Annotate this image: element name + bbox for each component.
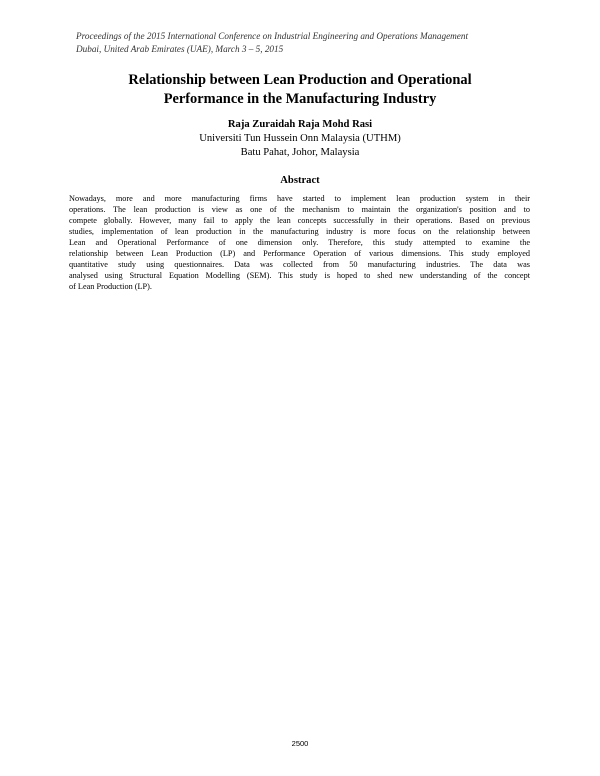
affiliation-line-2: Batu Pahat, Johor, Malaysia [240, 146, 360, 158]
abstract-line: studies, implementation of lean production in the manufacturing industry is more focus on the relationship between [69, 226, 530, 236]
abstract-line: Lean and Operational Performance of one dimension only. Therefore, this study attempted to examine the [69, 237, 530, 247]
abstract-line: operations. The lean production is view as one of the mechanism to maintain the organization's position and to [69, 204, 530, 214]
paper-title [60, 71, 540, 108]
abstract-body [69, 194, 530, 293]
paper-title-line-1: Relationship between Lean Production and Operational [128, 72, 472, 88]
paper-title-line-2: Performance in the Manufacturing Industry [163, 90, 437, 107]
abstract-line: relationship between Lean Production (LP) and Performance Operation of various dimensions. This study employed [69, 248, 530, 258]
abstract-line: analysed using Structural Equation Modelling (SEM). This study is hoped to shed new understanding of the concept [69, 270, 530, 280]
proceedings-line-1: Proceedings of the 2015 International Conference on Industrial Engineering and Operations Management [76, 31, 469, 41]
abstract-line: of Lean Production (LP). [69, 281, 152, 291]
abstract-line: compete globally. However, many fail to apply the lean concepts successfully in their operations. Based on previous [69, 215, 530, 225]
page-number: 2500 [291, 739, 309, 748]
abstract-line: quantitative study using questionnaires. Data was collected from 50 manufacturing industries. The data was [69, 259, 530, 269]
abstract-heading: Abstract [280, 175, 320, 186]
affiliation-line-1: Universiti Tun Hussein Onn Malaysia (UTHM) [199, 133, 401, 144]
abstract-line: Nowadays, more and more manufacturing firms have started to implement lean production system in their [69, 194, 530, 203]
proceedings-header [76, 30, 536, 55]
author-name: Raja Zuraidah Raja Mohd Rasi [227, 119, 373, 130]
proceedings-line-2: Dubai, United Arab Emirates (UAE), March 3 – 5, 2015 [76, 43, 284, 54]
author-affiliation [60, 132, 540, 159]
